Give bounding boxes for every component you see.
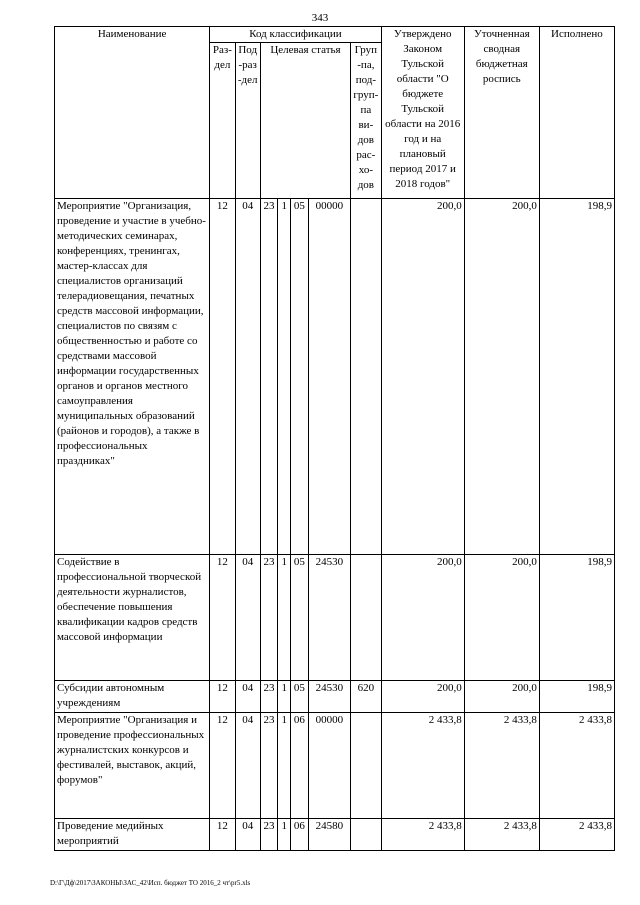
row-razdel: 12 xyxy=(210,199,235,555)
row-target-4: 24580 xyxy=(308,819,351,851)
row-executed: 198,9 xyxy=(539,199,614,555)
row-approved: 200,0 xyxy=(381,681,464,713)
header-group: Груп-па, под-груп-па ви-дов рас-хо-дов xyxy=(351,43,382,199)
file-path-footer: D:\Г\Дф\2017\ЗАКОНЫ\ЗАС_42\Исп. бюджет ТО 2016_2 чт\pr5.xls xyxy=(50,879,251,887)
row-group: 620 xyxy=(351,681,382,713)
row-revised: 200,0 xyxy=(464,681,539,713)
header-target: Целевая статья xyxy=(260,43,350,199)
row-executed: 2 433,8 xyxy=(539,713,614,819)
row-revised: 200,0 xyxy=(464,199,539,555)
row-target-1: 23 xyxy=(260,819,277,851)
row-approved: 2 433,8 xyxy=(381,713,464,819)
row-target-2: 1 xyxy=(278,199,291,555)
row-target-1: 23 xyxy=(260,555,277,681)
header-code: Код классификации xyxy=(210,27,381,43)
table-row xyxy=(55,713,615,819)
row-group xyxy=(351,199,382,555)
row-executed: 2 433,8 xyxy=(539,819,614,851)
row-target-4: 00000 xyxy=(308,199,351,555)
row-target-2: 1 xyxy=(278,713,291,819)
table-row xyxy=(55,555,615,681)
row-group xyxy=(351,713,382,819)
row-target-3: 05 xyxy=(291,681,308,713)
row-target-3: 05 xyxy=(291,555,308,681)
row-target-1: 23 xyxy=(260,681,277,713)
row-target-2: 1 xyxy=(278,555,291,681)
header-podrazdel: Под-раз-дел xyxy=(235,43,260,199)
row-target-3: 06 xyxy=(291,713,308,819)
row-podrazdel: 04 xyxy=(235,555,260,681)
header-executed: Исполнено xyxy=(539,27,614,199)
row-podrazdel: 04 xyxy=(235,199,260,555)
row-group xyxy=(351,819,382,851)
row-name: Содействие в профессиональной творческой деятельности журналистов, обеспечение повышения квалификации кадров средств массовой информации xyxy=(55,555,210,681)
header-razdel: Раз-дел xyxy=(210,43,235,199)
row-executed: 198,9 xyxy=(539,555,614,681)
row-target-3: 06 xyxy=(291,819,308,851)
page-number: 343 xyxy=(311,12,329,24)
row-podrazdel: 04 xyxy=(235,713,260,819)
row-target-1: 23 xyxy=(260,713,277,819)
row-target-4: 24530 xyxy=(308,681,351,713)
row-target-2: 1 xyxy=(278,681,291,713)
header-revised: Уточненная сводная бюджетная роспись xyxy=(464,27,539,199)
row-target-4: 24530 xyxy=(308,555,351,681)
row-name: Проведение медийных мероприятий xyxy=(55,819,210,851)
table-row xyxy=(55,681,615,713)
row-revised: 2 433,8 xyxy=(464,819,539,851)
row-approved: 200,0 xyxy=(381,199,464,555)
row-revised: 200,0 xyxy=(464,555,539,681)
row-target-4: 00000 xyxy=(308,713,351,819)
table-row xyxy=(55,819,615,851)
row-executed: 198,9 xyxy=(539,681,614,713)
budget-table xyxy=(54,26,615,851)
row-name: Мероприятие "Организация, проведение и участие в учебно-методических семинарах, конференциях, тренингах, мастер-классах для специалистов организаций телерадиовещания, печатных средств массовой информации, специалистов по связям с общественностью и работе со средствами массовой информации государственных органов и органов местного самоуправления муниципальных образований (районов и городов), а также в профессиональных праздниках" xyxy=(55,199,210,555)
row-group xyxy=(351,555,382,681)
header-name: Наименование xyxy=(55,27,210,199)
row-target-3: 05 xyxy=(291,199,308,555)
row-target-1: 23 xyxy=(260,199,277,555)
row-razdel: 12 xyxy=(210,555,235,681)
row-podrazdel: 04 xyxy=(235,681,260,713)
row-razdel: 12 xyxy=(210,681,235,713)
header-approved: Утверждено Законом Тульской области "О бюджете Тульской области на 2016 год и на плановый период 2017 и 2018 годов" xyxy=(381,27,464,199)
row-approved: 200,0 xyxy=(381,555,464,681)
row-name: Субсидии автономным учреждениям xyxy=(55,681,210,713)
row-name: Мероприятие "Организация и проведение профессиональных журналистских конкурсов и фестивалей, выставок, акций, форумов" xyxy=(55,713,210,819)
table-row xyxy=(55,199,615,555)
row-approved: 2 433,8 xyxy=(381,819,464,851)
row-podrazdel: 04 xyxy=(235,819,260,851)
row-revised: 2 433,8 xyxy=(464,713,539,819)
row-razdel: 12 xyxy=(210,713,235,819)
row-razdel: 12 xyxy=(210,819,235,851)
row-target-2: 1 xyxy=(278,819,291,851)
